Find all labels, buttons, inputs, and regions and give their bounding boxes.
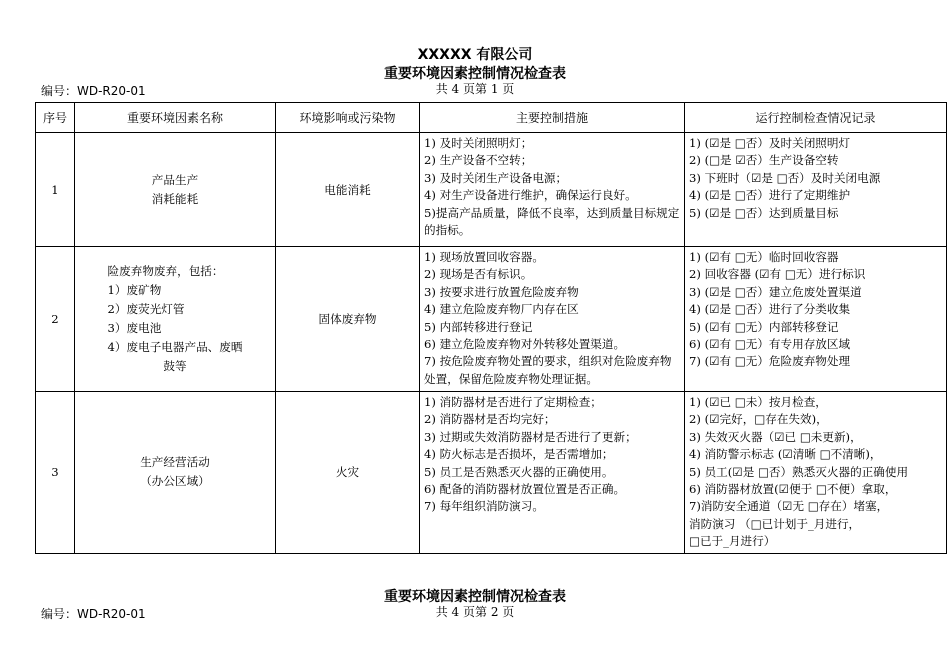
record-item: 2) (☑完好，□存在失效)， <box>689 412 828 427</box>
control-measures <box>420 247 685 392</box>
row-number: 1 <box>36 133 75 247</box>
inspection-table <box>35 102 947 554</box>
record-item: 1) (☑有 □无）临时回收容器 <box>689 250 839 264</box>
record-item: 4) 消防警示标志 (☑清晰 □不清晰)， <box>689 447 882 462</box>
impact: 电能消耗 <box>276 133 420 247</box>
record-item: 6) 消防器材放置(☑便于 □不便）拿取， <box>689 482 897 497</box>
page-info: 共 4 页第 2 页 <box>435 605 515 619</box>
table-row <box>36 392 947 554</box>
measure-item: 5)提高产品质量，降低不良率，达到质量目标规定的指标。 <box>424 205 680 238</box>
measure-item: 4) 建立危险废弃物厂内存在区 <box>424 302 579 317</box>
factor-name-line: 1）废矿物 <box>107 283 162 297</box>
check-records <box>685 133 947 247</box>
measure-item: 4) 防火标志是否损坏，是否需增加； <box>424 447 614 462</box>
factor-name <box>75 133 276 247</box>
measure-item: 2) 消防器材是否均完好； <box>424 412 556 427</box>
measure-item: 7) 每年组织消防演习。 <box>424 499 544 514</box>
check-records <box>685 247 947 392</box>
company-name: XXXXX 有限公司 <box>417 47 533 63</box>
factor-name-line: 产品生产 <box>151 172 199 187</box>
measure-item: 1) 及时关闭照明灯； <box>424 136 533 150</box>
measure-item: 2) 现场是否有标识。 <box>424 267 533 282</box>
page-title: 重要环境因素控制情况检查表 <box>384 589 566 605</box>
factor-name-line: 险废弃物废弃，包括： <box>107 264 224 278</box>
measure-item: 5) 内部转移进行登记 <box>424 319 533 334</box>
impact: 固体废弃物 <box>276 247 420 392</box>
record-item: 3) (☑是 □否）建立危废处置渠道 <box>689 284 862 299</box>
measure-item: 4) 对生产设备进行维护，确保运行良好。 <box>424 188 637 203</box>
measure-item: 3) 按要求进行放置危险废弃物 <box>424 284 579 299</box>
impact: 火灾 <box>276 392 420 554</box>
factor-name-list <box>108 262 243 357</box>
factor-name-line: （办公区域） <box>140 474 210 489</box>
record-item: 1) (☑是 □否）及时关闭照明灯 <box>689 136 851 150</box>
row-number: 3 <box>36 392 75 554</box>
record-item: 7)消防安全通道（☑无 □存在）堵塞， <box>689 499 889 514</box>
control-measures <box>420 133 685 247</box>
record-item: 7) (☑有 □无）危险废弃物处理 <box>689 354 851 369</box>
page-title: 重要环境因素控制情况检查表 <box>384 66 566 82</box>
document-code: 编号：WD-R20-01 <box>41 84 146 98</box>
factor-name-line: 3）废电池 <box>107 321 162 335</box>
record-item: 5) 员工(☑是 □否）熟悉灭火器的正确使用 <box>689 464 909 479</box>
record-item: 4) (☑是 □否）进行了定期维护 <box>689 188 851 203</box>
measure-item: 6) 建立危险废弃物对外转移处置渠道。 <box>424 337 626 352</box>
table-header-row <box>36 103 947 133</box>
check-records <box>685 392 947 554</box>
record-item: 5) (☑有 □无）内部转移登记 <box>689 319 839 334</box>
factor-name <box>75 392 276 554</box>
column-header-impact: 环境影响或污染物 <box>276 103 420 133</box>
factor-name-line: 4）废电子电器产品、废晒 <box>107 340 243 354</box>
record-item: 3) 失效灭火器（☑已 □未更新)， <box>689 429 862 444</box>
document-code: 编号：WD-R20-01 <box>41 607 146 621</box>
column-header-no: 序号 <box>36 103 75 133</box>
measure-item: 5) 员工是否熟悉灭火器的正确使用。 <box>424 464 614 479</box>
column-header-factor-name: 重要环境因素名称 <box>75 103 276 133</box>
measure-item: 2) 生产设备不空转； <box>424 153 533 168</box>
row-number: 2 <box>36 247 75 392</box>
measure-item: 1) 消防器材是否进行了定期检查； <box>424 395 602 409</box>
record-item: 4) (☑是 □否）进行了分类收集 <box>689 302 851 317</box>
control-measures <box>420 392 685 554</box>
factor-name-line: 2）废荧光灯管 <box>107 302 185 316</box>
record-item: 5) (☑是 □否）达到质量目标 <box>689 205 839 220</box>
record-item: 2) 回收容器 (☑有 □无）进行标识 <box>689 267 866 282</box>
page-info: 共 4 页第 1 页 <box>435 82 515 96</box>
table-row <box>36 247 947 392</box>
record-item: 6) (☑有 □无）有专用存放区域 <box>689 337 851 352</box>
factor-name-line: 消耗能耗 <box>151 191 199 206</box>
record-item: 1) (☑已 □未）按月检查， <box>689 395 827 409</box>
table-row <box>36 133 947 247</box>
record-item: □已于_月进行） <box>689 534 776 549</box>
factor-name-line: 生产经营活动 <box>140 455 210 470</box>
record-item: 消防演习 （□已计划于_月进行， <box>689 516 861 531</box>
factor-name-line: 鼓等 <box>163 359 187 373</box>
record-item: 2) (□是 ☑否）生产设备空转 <box>689 153 839 168</box>
measure-item: 6) 配备的消防器材放置位置是否正确。 <box>424 482 626 497</box>
measure-item: 7) 按危险废弃物处置的要求，组织对危险废弃物处置，保留危险废弃物处理证据。 <box>424 354 672 386</box>
column-header-records: 运行控制检查情况记录 <box>685 103 947 133</box>
column-header-measures: 主要控制措施 <box>420 103 685 133</box>
factor-name <box>75 247 276 392</box>
record-item: 3) 下班时（☑是 □否）及时关闭电源 <box>689 170 881 185</box>
measure-item: 1) 现场放置回收容器。 <box>424 250 544 264</box>
measure-item: 3) 及时关闭生产设备电源； <box>424 170 568 185</box>
measure-item: 3) 过期或失效消防器材是否进行了更新； <box>424 429 637 444</box>
